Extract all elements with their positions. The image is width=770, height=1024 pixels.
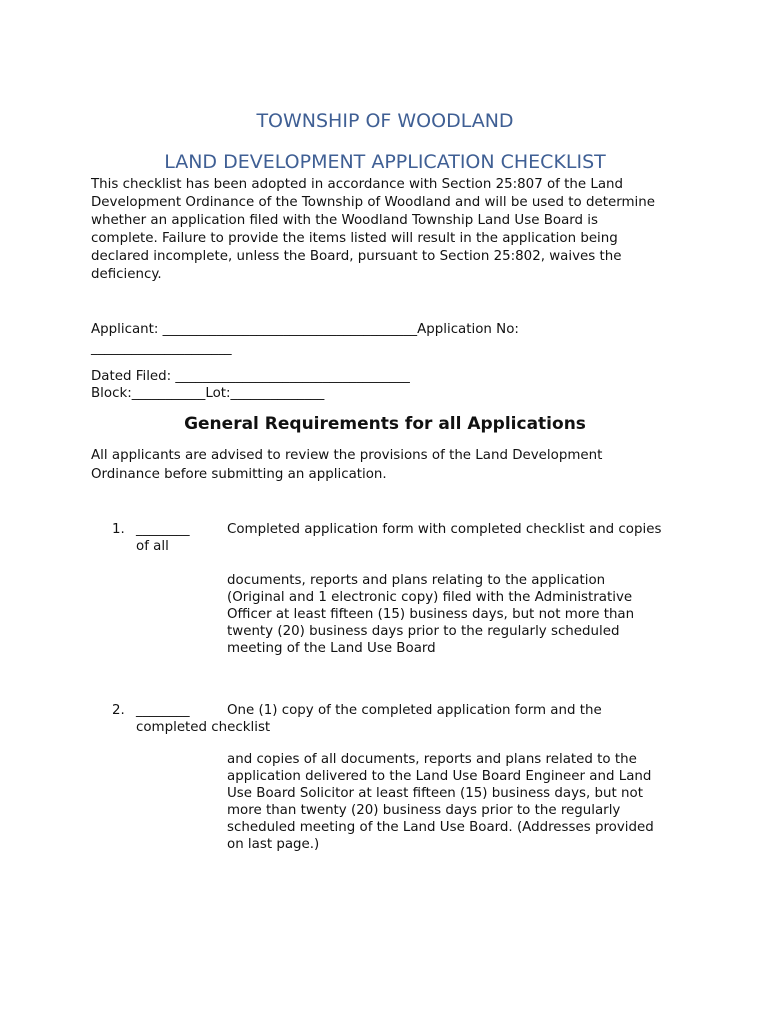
page-title: LAND DEVELOPMENT APPLICATION CHECKLIST xyxy=(164,151,606,173)
item-number: 1. xyxy=(112,522,125,537)
township-title: TOWNSHIP OF WOODLAND xyxy=(256,110,514,132)
detail-line: (Original and 1 electronic copy) filed with the Administrative xyxy=(227,590,633,605)
intro-line: Development Ordinance of the Township of Woodland and will be used to determine xyxy=(91,195,655,210)
item-detail xyxy=(227,572,697,657)
general-line: Ordinance before submitting an application. xyxy=(91,467,387,482)
item-number: 2. xyxy=(112,703,125,718)
detail-line: twenty (20) business days prior to the regularly scheduled xyxy=(227,624,620,639)
general-paragraph xyxy=(91,446,602,484)
detail-line: scheduled meeting of the Land Use Board. (Addresses provided xyxy=(227,820,654,835)
item-first-line: One (1) copy of the completed application form and the xyxy=(227,703,602,718)
item-blank: ________ xyxy=(136,522,190,537)
detail-line: Use Board Solicitor at least fifteen (15) business days, but not xyxy=(227,786,643,801)
section-heading: General Requirements for all Applications xyxy=(184,414,586,434)
intro-line: This checklist has been adopted in accordance with Section 25:807 of the Land xyxy=(91,177,624,192)
intro-paragraph xyxy=(91,176,655,284)
intro-line: complete. Failure to provide the items listed will result in the application being xyxy=(91,231,618,246)
detail-line: on last page.) xyxy=(227,837,320,852)
detail-line: meeting of the Land Use Board xyxy=(227,641,436,656)
item-wrap-line: of all xyxy=(136,539,169,554)
application-no-field: _____________________ xyxy=(91,341,232,356)
intro-line: deficiency. xyxy=(91,267,162,282)
item-wrap-line: completed checklist xyxy=(136,720,271,735)
block-lot-field: Block:___________Lot:______________ xyxy=(91,386,325,401)
detail-line: Officer at least fifteen (15) business days, but not more than xyxy=(227,607,635,622)
detail-line: and copies of all documents, reports and plans related to the xyxy=(227,752,637,767)
intro-line: declared incomplete, unless the Board, pursuant to Section 25:802, waives the xyxy=(91,249,622,264)
detail-line: application delivered to the Land Use Board Engineer and Land xyxy=(227,769,652,784)
applicant-field: Applicant: ______________________________________Application No: xyxy=(91,322,519,337)
item-detail xyxy=(227,751,697,853)
item-first-line: Completed application form with completed checklist and copies xyxy=(227,522,662,537)
item-blank: ________ xyxy=(136,703,190,718)
detail-line: more than twenty (20) business days prior to the regularly xyxy=(227,803,621,818)
general-line: All applicants are advised to review the provisions of the Land Development xyxy=(91,448,603,463)
intro-line: whether an application filed with the Woodland Township Land Use Board is xyxy=(91,213,599,228)
detail-line: documents, reports and plans relating to the application xyxy=(227,573,606,588)
dated-filed-field: Dated Filed: ___________________________________ xyxy=(91,369,410,384)
